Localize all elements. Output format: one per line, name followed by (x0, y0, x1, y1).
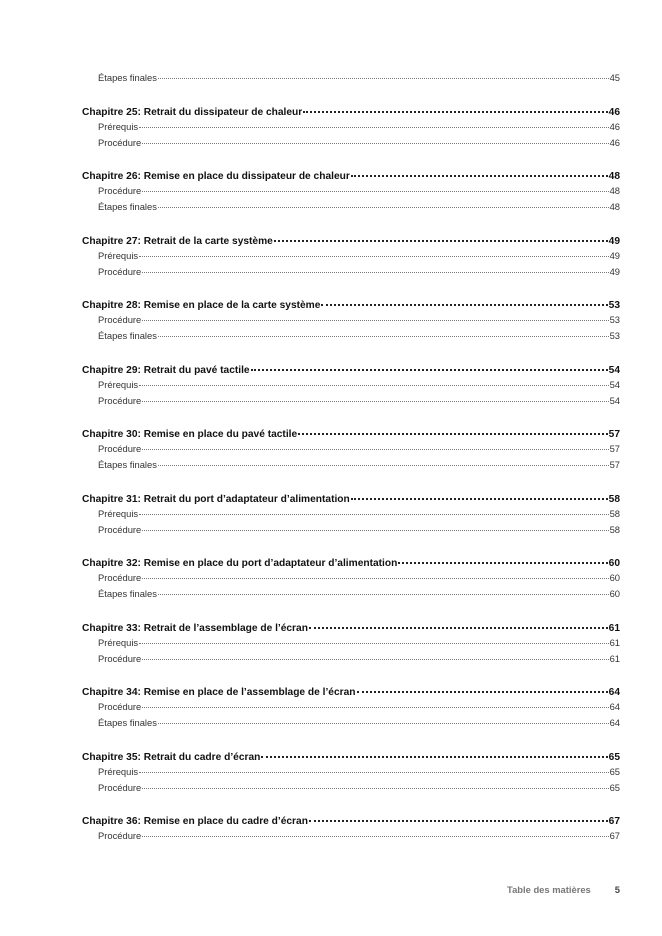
toc-entry-title: Prérequis (98, 379, 139, 391)
toc-entry-title: Chapitre 31: Retrait du port d’adaptateur d’alimentation (82, 494, 350, 506)
toc-entry-title: Chapitre 25: Retrait du dissipateur de chaleur (82, 107, 303, 119)
toc-entry-page: 65 (609, 782, 620, 794)
dot-leader (298, 427, 608, 437)
toc-section-entry[interactable] (98, 508, 620, 519)
toc-entry-page: 65 (608, 752, 620, 764)
dot-leader (321, 298, 607, 308)
toc-entry-title: Étapes finales (98, 72, 157, 84)
toc-entry-page: 49 (608, 236, 620, 248)
toc-entry-page: 64 (609, 717, 620, 729)
toc-entry-title: Prérequis (98, 766, 139, 778)
toc-entry-page: 60 (609, 588, 620, 600)
toc-entry-title: Chapitre 29: Retrait du pavé tactile (82, 365, 250, 377)
dot-leader (158, 717, 609, 726)
toc-entry-page: 58 (609, 524, 620, 536)
toc-chapter-entry[interactable] (82, 814, 620, 827)
toc-entry-page: 64 (608, 687, 620, 699)
toc-entry-title: Prérequis (98, 121, 139, 133)
dot-leader (351, 492, 608, 502)
toc-section-entry[interactable] (98, 572, 620, 583)
dot-leader (142, 782, 608, 791)
dot-leader (139, 766, 608, 775)
toc-chapter-entry[interactable] (82, 427, 620, 440)
toc-section-entry[interactable] (98, 330, 620, 341)
dot-leader (142, 524, 608, 533)
toc-entry-title: Étapes finales (98, 330, 157, 342)
toc-chapter-entry[interactable] (82, 169, 620, 182)
dot-leader (251, 363, 608, 373)
toc-chapter-entry[interactable] (82, 105, 620, 118)
toc-entry-title: Procédure (98, 782, 142, 794)
dot-leader (398, 556, 607, 566)
dot-leader (142, 443, 608, 452)
toc-entry-title: Chapitre 27: Retrait de la carte système (82, 236, 273, 248)
toc-entry-title: Procédure (98, 572, 142, 584)
toc-section-entry[interactable] (98, 137, 620, 148)
footer-page-number: 5 (614, 884, 620, 895)
toc-entry-title: Procédure (98, 701, 142, 713)
dot-leader (158, 72, 609, 81)
toc-section-entry[interactable] (98, 782, 620, 793)
dot-leader (158, 459, 609, 468)
toc-entry-title: Chapitre 32: Remise en place du port d’adaptateur d’alimentation (82, 558, 398, 570)
toc-section-entry[interactable] (98, 72, 620, 83)
toc-section-entry[interactable] (98, 443, 620, 454)
dot-leader (142, 830, 608, 839)
toc-entry-page: 54 (609, 395, 620, 407)
toc-entry-title: Chapitre 34: Remise en place de l’assemblage de l’écran (82, 687, 356, 699)
toc-entry-page: 49 (609, 266, 620, 278)
dot-leader (357, 685, 608, 695)
toc-section-entry[interactable] (98, 201, 620, 212)
toc-entry-title: Chapitre 26: Remise en place du dissipateur de chaleur (82, 171, 350, 183)
toc-section-entry[interactable] (98, 185, 620, 196)
toc-entry-title: Procédure (98, 524, 142, 536)
toc-section-entry[interactable] (98, 637, 620, 648)
toc-entry-page: 48 (609, 185, 620, 197)
toc-entry-title: Chapitre 36: Remise en place du cadre d’écran (82, 816, 308, 828)
toc-chapter-entry[interactable] (82, 621, 620, 634)
dot-leader (139, 250, 608, 259)
dot-leader (142, 266, 608, 275)
toc-entry-page: 48 (608, 171, 620, 183)
toc-entry-page: 53 (609, 314, 620, 326)
dot-leader (261, 750, 607, 760)
toc-entry-title: Procédure (98, 653, 142, 665)
toc-entry-title: Procédure (98, 830, 142, 842)
dot-leader (142, 653, 608, 662)
toc-chapter-entry[interactable] (82, 234, 620, 247)
toc-entry-page: 61 (609, 653, 620, 665)
toc-entry-page: 65 (609, 766, 620, 778)
dot-leader (309, 621, 608, 631)
toc-entry-page: 49 (609, 250, 620, 262)
dot-leader (139, 508, 608, 517)
dot-leader (274, 234, 608, 244)
toc-entry-page: 46 (609, 137, 620, 149)
toc-entry-title: Étapes finales (98, 459, 157, 471)
toc-entry-title: Étapes finales (98, 717, 157, 729)
toc-entry-title: Prérequis (98, 508, 139, 520)
dot-leader (158, 330, 609, 339)
dot-leader (139, 121, 608, 130)
footer-title: Table des matières (507, 884, 591, 895)
toc-entry-title: Prérequis (98, 250, 139, 262)
dot-leader (142, 572, 608, 581)
toc-entry-page: 54 (609, 379, 620, 391)
dot-leader (139, 637, 608, 646)
toc-entry-page: 61 (609, 637, 620, 649)
toc-section-entry[interactable] (98, 395, 620, 406)
toc-entry-page: 58 (608, 494, 620, 506)
dot-leader (309, 814, 608, 824)
toc-entry-page: 54 (608, 365, 620, 377)
toc-entry-page: 46 (609, 121, 620, 133)
toc-section-entry[interactable] (98, 266, 620, 277)
dot-leader (142, 314, 608, 323)
dot-leader (142, 701, 608, 710)
toc-entry-title: Procédure (98, 185, 142, 197)
toc-entry-page: 46 (608, 107, 620, 119)
toc-entry-title: Procédure (98, 314, 142, 326)
toc-entry-page: 57 (609, 459, 620, 471)
toc-entry-title: Prérequis (98, 637, 139, 649)
dot-leader (142, 185, 608, 194)
toc-entry-page: 57 (609, 443, 620, 455)
toc-chapter-entry[interactable] (82, 750, 620, 763)
toc-entry-page: 64 (609, 701, 620, 713)
dot-leader (158, 588, 609, 597)
toc-entry-title: Chapitre 33: Retrait de l’assemblage de l’écran (82, 623, 308, 635)
dot-leader (142, 395, 608, 404)
toc-entry-page: 58 (609, 508, 620, 520)
toc-entry-title: Procédure (98, 266, 142, 278)
toc-section-entry[interactable] (98, 766, 620, 777)
toc-entry-page: 60 (608, 558, 620, 570)
toc-entry-page: 61 (608, 623, 620, 635)
toc-section-entry[interactable] (98, 830, 620, 841)
toc-entry-title: Procédure (98, 443, 142, 455)
toc-section-entry[interactable] (98, 459, 620, 470)
page-footer (507, 884, 620, 895)
toc-entry-title: Chapitre 30: Remise en place du pavé tactile (82, 429, 298, 441)
toc-section-entry[interactable] (98, 250, 620, 261)
toc-section-entry[interactable] (98, 121, 620, 132)
dot-leader (139, 379, 608, 388)
dot-leader (142, 137, 608, 146)
toc-entry-page: 53 (608, 300, 620, 312)
toc-chapter-entry[interactable] (82, 298, 620, 311)
toc-entry-page: 67 (608, 816, 620, 828)
toc-entry-page: 48 (609, 201, 620, 213)
toc-section-entry[interactable] (98, 588, 620, 599)
toc-entry-page: 57 (608, 429, 620, 441)
toc-chapter-entry[interactable] (82, 685, 620, 698)
toc-entry-page: 53 (609, 330, 620, 342)
toc-section-entry[interactable] (98, 379, 620, 390)
toc-section-entry[interactable] (98, 701, 620, 712)
toc-section-entry[interactable] (98, 653, 620, 664)
toc-entry-title: Chapitre 35: Retrait du cadre d’écran (82, 752, 261, 764)
dot-leader (351, 169, 608, 179)
toc-entry-title: Chapitre 28: Remise en place de la carte système (82, 300, 321, 312)
toc-section-entry[interactable] (98, 314, 620, 325)
toc-entry-title: Étapes finales (98, 201, 157, 213)
dot-leader (303, 105, 607, 115)
toc-chapter-entry[interactable] (82, 363, 620, 376)
toc-entry-page: 60 (609, 572, 620, 584)
toc-entry-title: Étapes finales (98, 588, 157, 600)
toc-chapter-entry[interactable] (82, 492, 620, 505)
dot-leader (158, 201, 609, 210)
toc-chapter-entry[interactable] (82, 556, 620, 569)
toc-entry-page: 67 (609, 830, 620, 842)
toc-entry-title: Procédure (98, 395, 142, 407)
toc-section-entry[interactable] (98, 717, 620, 728)
toc-entry-page: 45 (609, 72, 620, 84)
toc-section-entry[interactable] (98, 524, 620, 535)
toc-entry-title: Procédure (98, 137, 142, 149)
